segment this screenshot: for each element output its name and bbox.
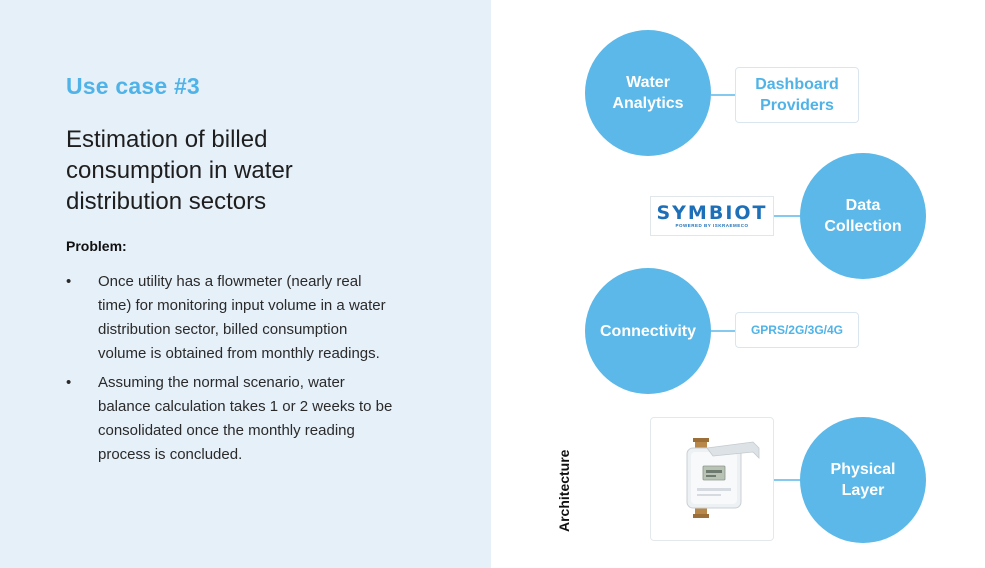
bullet-dot-icon: • [66,273,72,290]
gprs-box [735,312,859,348]
use-case-title: Use case #3 [66,73,200,99]
gprs-label: GPRS/2G/3G/4G [750,323,844,337]
bullet-text: Assuming the normal scenario, water balance calculation takes 1 or 2 weeks to be consolidated once the monthly reading process is concluded. [98,374,393,463]
dashboard-providers-box [735,67,859,123]
water-analytics-label: Water Analytics [612,74,684,112]
water-analytics-circle [585,30,711,156]
physical-layer-circle [800,417,926,543]
symbiot-logo [650,196,774,236]
architecture-label: Architecture [556,449,572,532]
problem-label: Problem: [66,238,127,254]
slide-heading: Estimation of billed consumption in water distribution sectors [66,126,293,215]
symbiot-logo-tagline: POWERED BY ISKRAEMECO [675,223,749,228]
data-collection-label: Data Collection [824,197,902,235]
water-meter-image [650,417,774,541]
symbiot-logo-text: SYMBIOT [656,202,768,224]
bullet-text: Once utility has a flowmeter (nearly real time) for monitoring input volume in a water distribution sector, billed consumption volume is obtained from monthly readings. [98,273,386,362]
bullet-dot-icon: • [66,374,72,391]
dashboard-providers-label: Dashboard Providers [755,76,839,114]
connectivity-label: Connectivity [599,322,696,340]
data-collection-circle [800,153,926,279]
water-meter-icon [651,418,775,542]
physical-layer-label: Physical Layer [830,461,896,499]
connectivity-circle [585,268,711,394]
